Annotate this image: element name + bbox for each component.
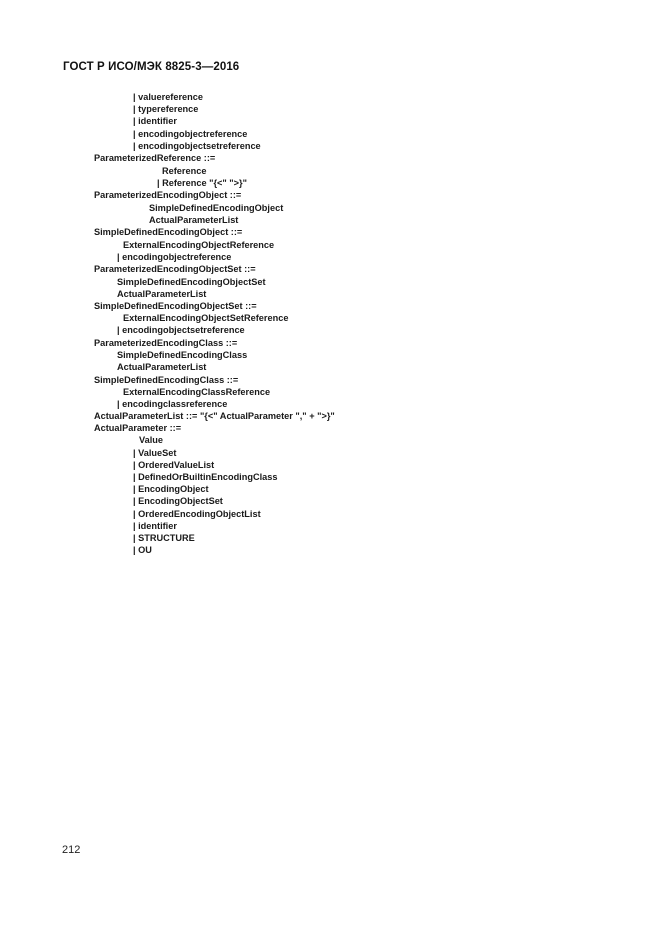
grammar-line: ParameterizedEncodingObject ::= bbox=[94, 190, 242, 200]
grammar-line: ActualParameterList bbox=[117, 362, 207, 372]
grammar-line: ParameterizedReference ::= bbox=[94, 153, 216, 163]
grammar-line: SimpleDefinedEncodingObject ::= bbox=[94, 227, 243, 237]
document-header: ГОСТ Р ИСО/МЭК 8825-3—2016 bbox=[63, 61, 240, 73]
grammar-line: SimpleDefinedEncodingClass bbox=[117, 350, 248, 360]
grammar-line: | encodingclassreference bbox=[117, 399, 228, 409]
grammar-line: | STRUCTURE bbox=[133, 533, 195, 543]
grammar-line: ExternalEncodingObjectReference bbox=[123, 240, 275, 250]
grammar-line: SimpleDefinedEncodingClass ::= bbox=[94, 375, 239, 385]
grammar-line: Value bbox=[139, 435, 164, 445]
page-number: 212 bbox=[62, 844, 81, 856]
grammar-line: | EncodingObjectSet bbox=[133, 496, 223, 506]
grammar-line: | encodingobjectreference bbox=[117, 252, 232, 262]
grammar-line: | identifier bbox=[133, 116, 177, 126]
grammar-line: | DefinedOrBuiltinEncodingClass bbox=[133, 472, 278, 482]
grammar-line: | typereference bbox=[133, 104, 199, 114]
grammar-line: | ValueSet bbox=[133, 448, 177, 458]
grammar-line: ParameterizedEncodingObjectSet ::= bbox=[94, 264, 256, 274]
grammar-line: | identifier bbox=[133, 521, 177, 531]
grammar-line: ExternalEncodingObjectSetReference bbox=[123, 313, 289, 323]
grammar-line: | Reference "{<" ">}" bbox=[157, 178, 247, 188]
grammar-line: | valuereference bbox=[133, 92, 203, 102]
grammar-line: ActualParameterList bbox=[117, 289, 207, 299]
grammar-line: ExternalEncodingClassReference bbox=[123, 387, 271, 397]
grammar-line: | encodingobjectsetreference bbox=[133, 141, 261, 151]
grammar-line: SimpleDefinedEncodingObject bbox=[149, 203, 284, 213]
grammar-line: SimpleDefinedEncodingObjectSet ::= bbox=[94, 301, 257, 311]
grammar-line: ActualParameterList bbox=[149, 215, 239, 225]
grammar-line: | OrderedValueList bbox=[133, 460, 215, 470]
grammar-line: ParameterizedEncodingClass ::= bbox=[94, 338, 238, 348]
grammar-line: | encodingobjectsetreference bbox=[117, 325, 245, 335]
grammar-line: SimpleDefinedEncodingObjectSet bbox=[117, 277, 266, 287]
grammar-line: | EncodingObject bbox=[133, 484, 209, 494]
grammar-line: ActualParameterList ::= "{<" ActualParameter "," + ">}" bbox=[94, 411, 335, 421]
grammar-line: ActualParameter ::= bbox=[94, 423, 182, 433]
grammar-line: | OU bbox=[133, 545, 152, 555]
grammar-line: Reference bbox=[162, 166, 207, 176]
grammar-line: | OrderedEncodingObjectList bbox=[133, 509, 261, 519]
grammar-line: | encodingobjectreference bbox=[133, 129, 248, 139]
